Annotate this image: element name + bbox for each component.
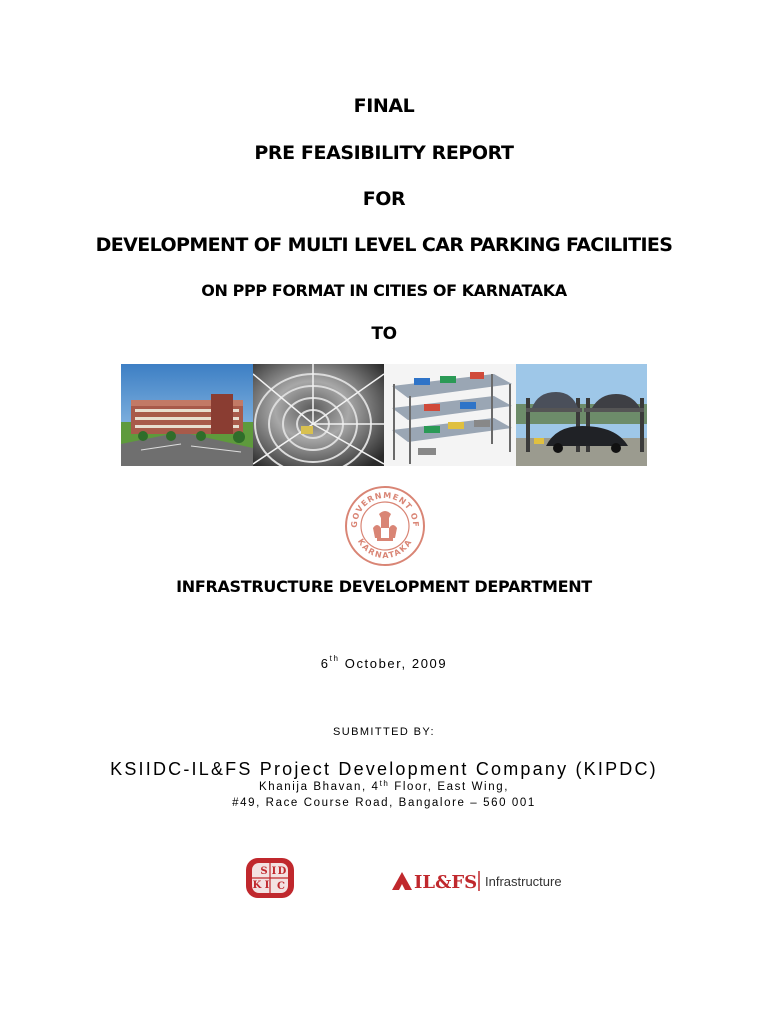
car-lift-photo <box>516 364 647 466</box>
title-final: FINAL <box>353 95 415 117</box>
ksiidc-letter-c: C <box>277 881 285 892</box>
title-subject: DEVELOPMENT OF MULTI LEVEL CAR PARKING FACILITIES <box>95 234 673 256</box>
ilfs-division: Infrastructure <box>485 874 562 889</box>
ksiidc-letter-k: K <box>252 880 262 891</box>
date-day: 6 <box>320 656 330 671</box>
ksiidc-logo <box>244 856 296 900</box>
address-line1-post: Floor, East Wing, <box>389 781 509 793</box>
company-address-line1 <box>0 781 768 793</box>
seal-text-bottom: KARNATAKA <box>355 537 415 561</box>
company-name: KSIIDC-IL&FS Project Development Company (KIPDC) <box>110 759 658 779</box>
ksiidc-letter-i1: I <box>264 880 270 891</box>
title-format: ON PPP FORMAT IN CITIES OF KARNATAKA <box>201 281 567 300</box>
title-for: FOR <box>362 188 406 210</box>
seal-text-top: GOVERNMENT OF <box>349 490 421 528</box>
ksiidc-letter-d: D <box>277 866 287 877</box>
date-suffix: th <box>329 654 340 663</box>
report-date <box>0 656 768 671</box>
address-line1-sup: th <box>379 779 390 788</box>
company-address-line2: #49, Race Course Road, Bangalore – 560 001 <box>232 797 536 809</box>
ksiidc-letter-s: S <box>260 866 268 877</box>
parking-photo-strip <box>121 364 647 466</box>
karnataka-government-seal <box>343 484 427 568</box>
building-render-photo <box>121 364 253 466</box>
date-rest: October, 2009 <box>339 656 448 671</box>
title-to: TO <box>371 324 397 344</box>
rack-parking-photo <box>384 364 516 466</box>
address-line1-pre: Khanija Bhavan, 4 <box>259 781 380 793</box>
submitted-by-label: SUBMITTED BY: <box>333 726 435 738</box>
title-report-type: PRE FEASIBILITY REPORT <box>254 142 514 164</box>
ilfs-infrastructure-logo <box>390 866 586 894</box>
ksiidc-letter-i2: I <box>271 866 277 877</box>
tower-interior-photo <box>253 364 384 466</box>
ilfs-name: IL&FS <box>414 872 478 893</box>
department-name: INFRASTRUCTURE DEVELOPMENT DEPARTMENT <box>176 577 592 596</box>
